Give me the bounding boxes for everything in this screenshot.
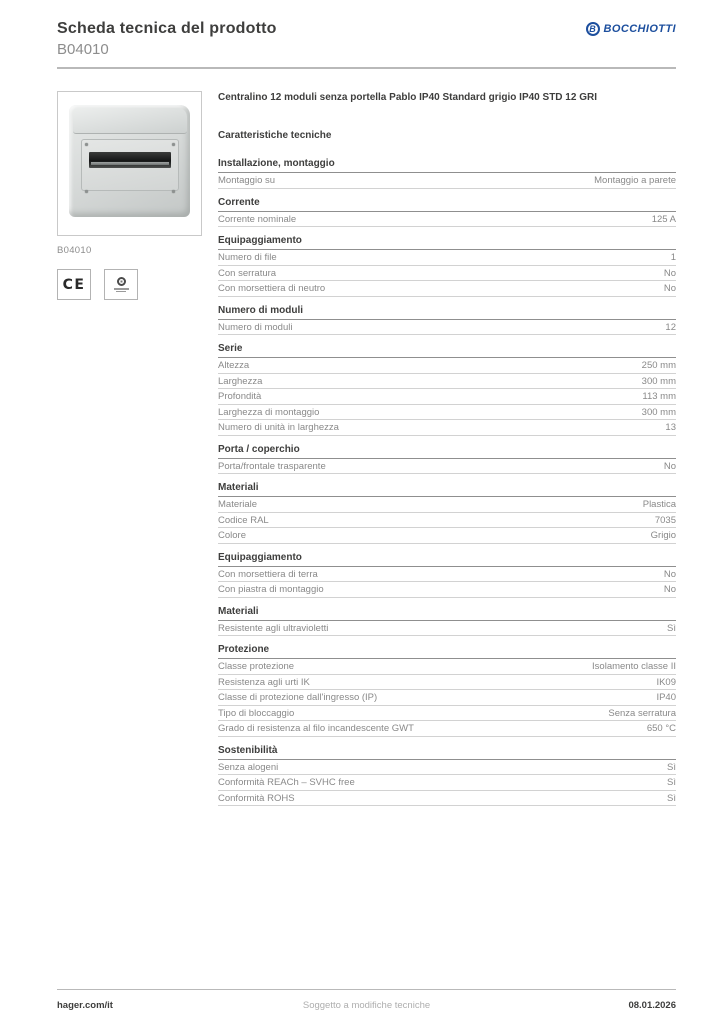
spec-value: 12 (665, 321, 676, 333)
spec-row (218, 721, 676, 737)
spec-value: Sì (667, 777, 676, 788)
brand-b-icon: B (586, 22, 600, 36)
spec-label: Con piastra di montaggio (218, 584, 324, 595)
section-title: Numero di moduli (218, 305, 676, 320)
section-title: Equipaggiamento (218, 235, 676, 250)
section-title: Protezione (218, 644, 676, 659)
spec-value: No (663, 584, 676, 595)
spec-label: Corrente nominale (218, 213, 297, 225)
spec-label: Conformità ROHS (218, 792, 295, 804)
spec-label: Numero di unità in larghezza (218, 422, 339, 433)
bocchiotti-logo (586, 22, 676, 36)
spec-section (218, 444, 676, 475)
spec-section (218, 158, 676, 189)
spec-row (218, 567, 676, 583)
spec-label: Altezza (218, 360, 250, 371)
spec-row (218, 358, 676, 374)
spec-value: No (663, 460, 676, 472)
spec-section (218, 305, 676, 336)
spec-label: Con serratura (218, 267, 277, 279)
spec-label: Montaggio su (218, 175, 276, 186)
image-caption: B04010 (57, 245, 92, 256)
spec-label: Classe di protezione dall'ingresso (IP) (218, 692, 378, 703)
spec-label: Numero di moduli (218, 321, 293, 333)
spec-label: Larghezza di montaggio (218, 406, 320, 418)
spec-row (218, 582, 676, 598)
spec-value: Plastica (642, 499, 676, 510)
spec-row (218, 374, 676, 390)
spec-value: Montaggio a parete (594, 175, 676, 186)
spec-value: 300 mm (641, 406, 676, 418)
spec-value: No (663, 568, 676, 580)
spec-section (218, 197, 676, 228)
spec-row (218, 659, 676, 675)
spec-label: Classe protezione (218, 661, 295, 672)
ce-mark-icon: CE (57, 269, 91, 300)
spec-value: Sì (667, 761, 676, 773)
spec-row (218, 675, 676, 691)
spec-row (218, 791, 676, 807)
spec-value: 125 A (651, 213, 676, 225)
spec-label: Larghezza (218, 375, 263, 387)
quality-mark-icon (104, 269, 138, 300)
spec-section (218, 235, 676, 297)
spec-row (218, 212, 676, 228)
section-title: Materiali (218, 482, 676, 497)
spec-label: Codice RAL (218, 514, 269, 526)
section-title: Materiali (218, 606, 676, 621)
footer-date: 08.01.2026 (628, 1000, 676, 1011)
section-title: Corrente (218, 197, 676, 212)
spec-section (218, 745, 676, 807)
spec-value: 113 mm (642, 391, 676, 402)
spec-row (218, 513, 676, 529)
spec-sections (218, 158, 676, 806)
spec-value: Sì (667, 792, 676, 804)
spec-value: IP40 (656, 692, 676, 703)
spec-row (218, 389, 676, 405)
spec-row (218, 621, 676, 637)
spec-label: Materiale (218, 499, 258, 510)
spec-label: Grado di resistenza al filo incandescente GWT (218, 723, 414, 734)
header-titles (57, 20, 277, 58)
spec-value: IK09 (656, 676, 676, 688)
footer-disclaimer: Soggetto a modifiche tecniche (302, 1000, 431, 1011)
spec-label: Porta/frontale trasparente (218, 460, 326, 472)
product-title: Centralino 12 moduli senza portella Pablo IP40 Standard grigio IP40 STD 12 GRI (218, 92, 597, 103)
product-code: B04010 (57, 41, 109, 58)
spec-panel (218, 91, 676, 814)
spec-row (218, 420, 676, 436)
spec-label: Con morsettiera di terra (218, 568, 318, 580)
content (57, 91, 676, 814)
spec-value: No (663, 283, 676, 294)
spec-label: Colore (218, 530, 246, 541)
enclosure-illustration (69, 105, 190, 217)
spec-row (218, 497, 676, 513)
spec-value: 7035 (654, 514, 676, 526)
product-image (57, 91, 202, 236)
spec-row (218, 281, 676, 297)
spec-row (218, 250, 676, 266)
brand-name: BOCCHIOTTI (603, 23, 676, 35)
section-title: Sostenibilità (218, 745, 676, 760)
spec-row (218, 405, 676, 421)
spec-row (218, 320, 676, 336)
spec-row (218, 706, 676, 722)
spec-value: 13 (665, 422, 676, 433)
spec-label: Tipo di bloccaggio (218, 707, 295, 719)
section-title: Porta / coperchio (218, 444, 676, 459)
spec-label: Resistente agli ultravioletti (218, 622, 329, 634)
spec-row (218, 528, 676, 544)
left-panel (57, 91, 202, 814)
spec-value: Senza serratura (608, 707, 676, 719)
tech-characteristics-heading: Caratteristiche tecniche (218, 130, 332, 141)
section-title: Serie (218, 343, 676, 358)
spec-row (218, 775, 676, 791)
spec-label: Resistenza agli urti IK (218, 676, 310, 688)
page-header (57, 0, 676, 69)
spec-value: Isolamento classe II (592, 661, 676, 672)
spec-label: Con morsettiera di neutro (218, 283, 326, 294)
spec-row (218, 173, 676, 189)
page-title: Scheda tecnica del prodotto (57, 20, 277, 37)
section-title: Installazione, montaggio (218, 158, 676, 173)
spec-label: Profondità (218, 391, 262, 402)
certification-marks (57, 269, 202, 300)
spec-value: 300 mm (641, 375, 676, 387)
spec-section (218, 343, 676, 436)
spec-value: No (663, 267, 676, 279)
spec-value: 1 (670, 252, 676, 263)
spec-value: Grigio (650, 530, 676, 541)
spec-row (218, 690, 676, 706)
spec-label: Conformità REACh – SVHC free (218, 777, 355, 788)
spec-row (218, 459, 676, 475)
spec-section (218, 644, 676, 737)
spec-value: 650 °C (646, 723, 676, 734)
section-title: Equipaggiamento (218, 552, 676, 567)
page-footer (57, 989, 676, 1011)
spec-label: Numero di file (218, 252, 277, 263)
spec-row (218, 760, 676, 776)
spec-section (218, 606, 676, 637)
hager-website-link[interactable]: hager.com/it (57, 1000, 113, 1011)
spec-section (218, 482, 676, 544)
spec-row (218, 266, 676, 282)
module-slot (89, 152, 171, 168)
spec-value: 250 mm (641, 360, 676, 371)
spec-label: Senza alogeni (218, 761, 279, 773)
spec-section (218, 552, 676, 598)
spec-value: Sì (667, 622, 676, 634)
